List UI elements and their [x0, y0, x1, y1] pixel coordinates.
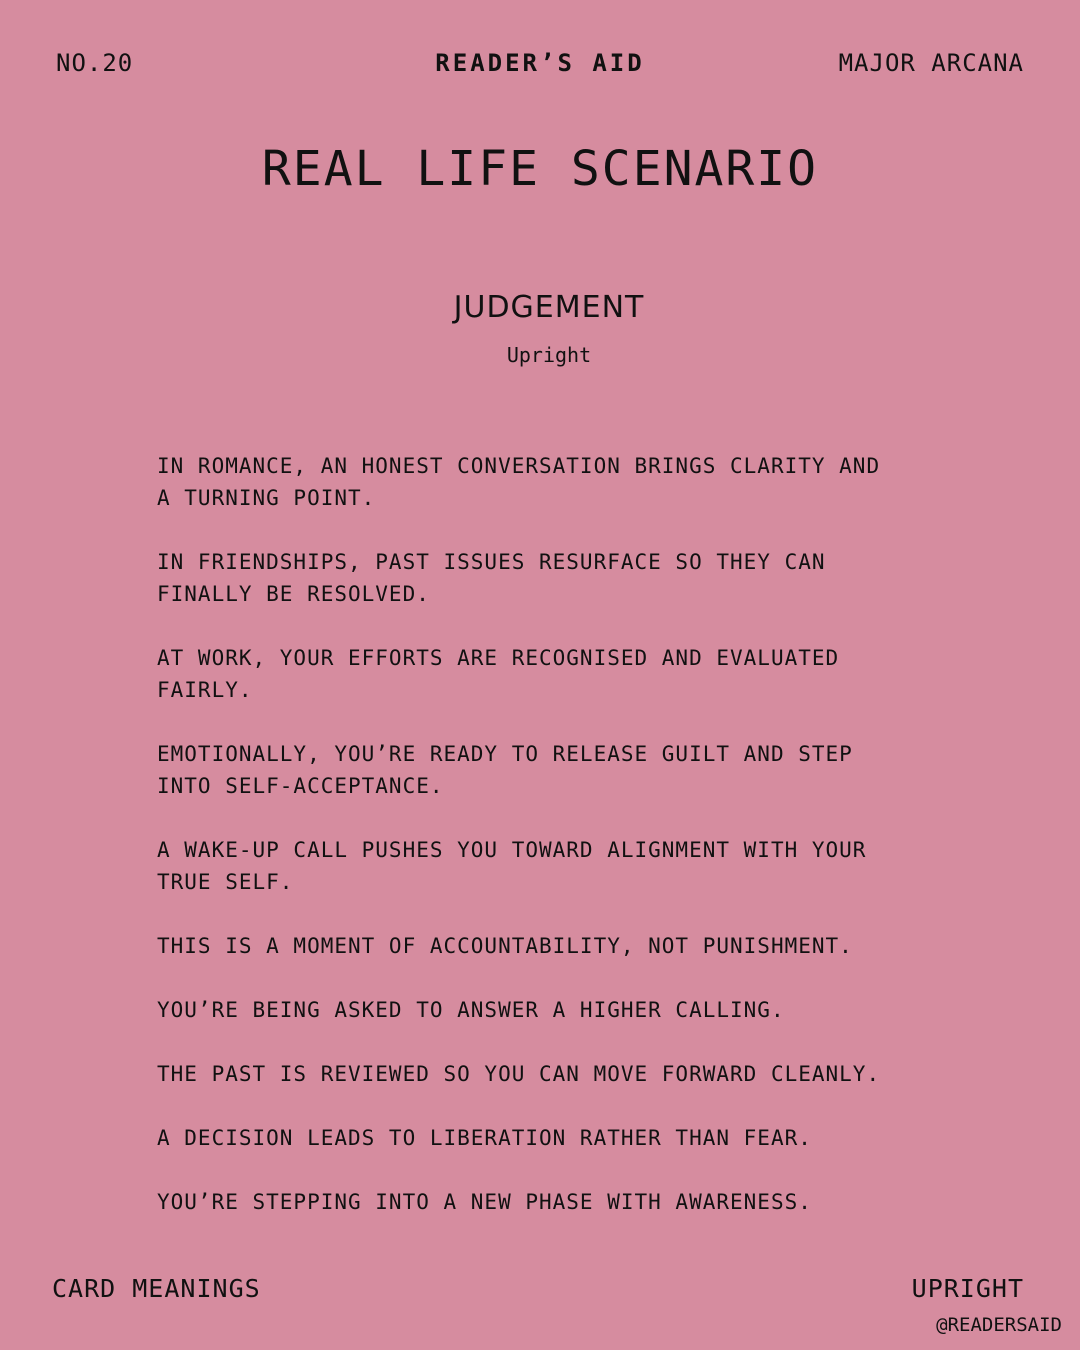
scenario-item: IN FRIENDSHIPS, PAST ISSUES RESURFACE SO THEY CAN FINALLY BE RESOLVED.: [157, 550, 826, 606]
scenario-item: EMOTIONALLY, YOU’RE READY TO RELEASE GUILT AND STEP INTO SELF-ACCEPTANCE.: [157, 742, 853, 798]
scenario-item: AT WORK, YOUR EFFORTS ARE RECOGNISED AND EVALUATED FAIRLY.: [157, 646, 840, 702]
card-orientation: Upright: [506, 343, 592, 367]
brand-name: READER’S AID: [435, 49, 645, 77]
card-name: JUDGEMENT: [453, 290, 645, 325]
scenario-item: YOU’RE BEING ASKED TO ANSWER A HIGHER CALLING.: [157, 998, 785, 1022]
scenario-item: THE PAST IS REVIEWED SO YOU CAN MOVE FORWARD CLEANLY.: [157, 1062, 881, 1086]
scenario-item: IN ROMANCE, AN HONEST CONVERSATION BRINGS CLARITY AND A TURNING POINT.: [157, 454, 881, 510]
social-handle: @READERSAID: [936, 1314, 1062, 1336]
issue-number: NO.20: [56, 49, 134, 77]
footer-orientation-label: UPRIGHT: [911, 1274, 1024, 1303]
scenario-item: YOU’RE STEPPING INTO A NEW PHASE WITH AWARENESS.: [157, 1190, 812, 1214]
scenario-item: THIS IS A MOMENT OF ACCOUNTABILITY, NOT PUNISHMENT.: [157, 934, 853, 958]
scenario-item: A WAKE-UP CALL PUSHES YOU TOWARD ALIGNMENT WITH YOUR TRUE SELF.: [157, 838, 867, 894]
category-label: MAJOR ARCANA: [838, 49, 1024, 77]
scenario-item: A DECISION LEADS TO LIBERATION RATHER THAN FEAR.: [157, 1126, 812, 1150]
scenario-list: [157, 450, 947, 1250]
page-title: REAL LIFE SCENARIO: [261, 141, 819, 197]
footer-series-label: CARD MEANINGS: [52, 1274, 261, 1303]
